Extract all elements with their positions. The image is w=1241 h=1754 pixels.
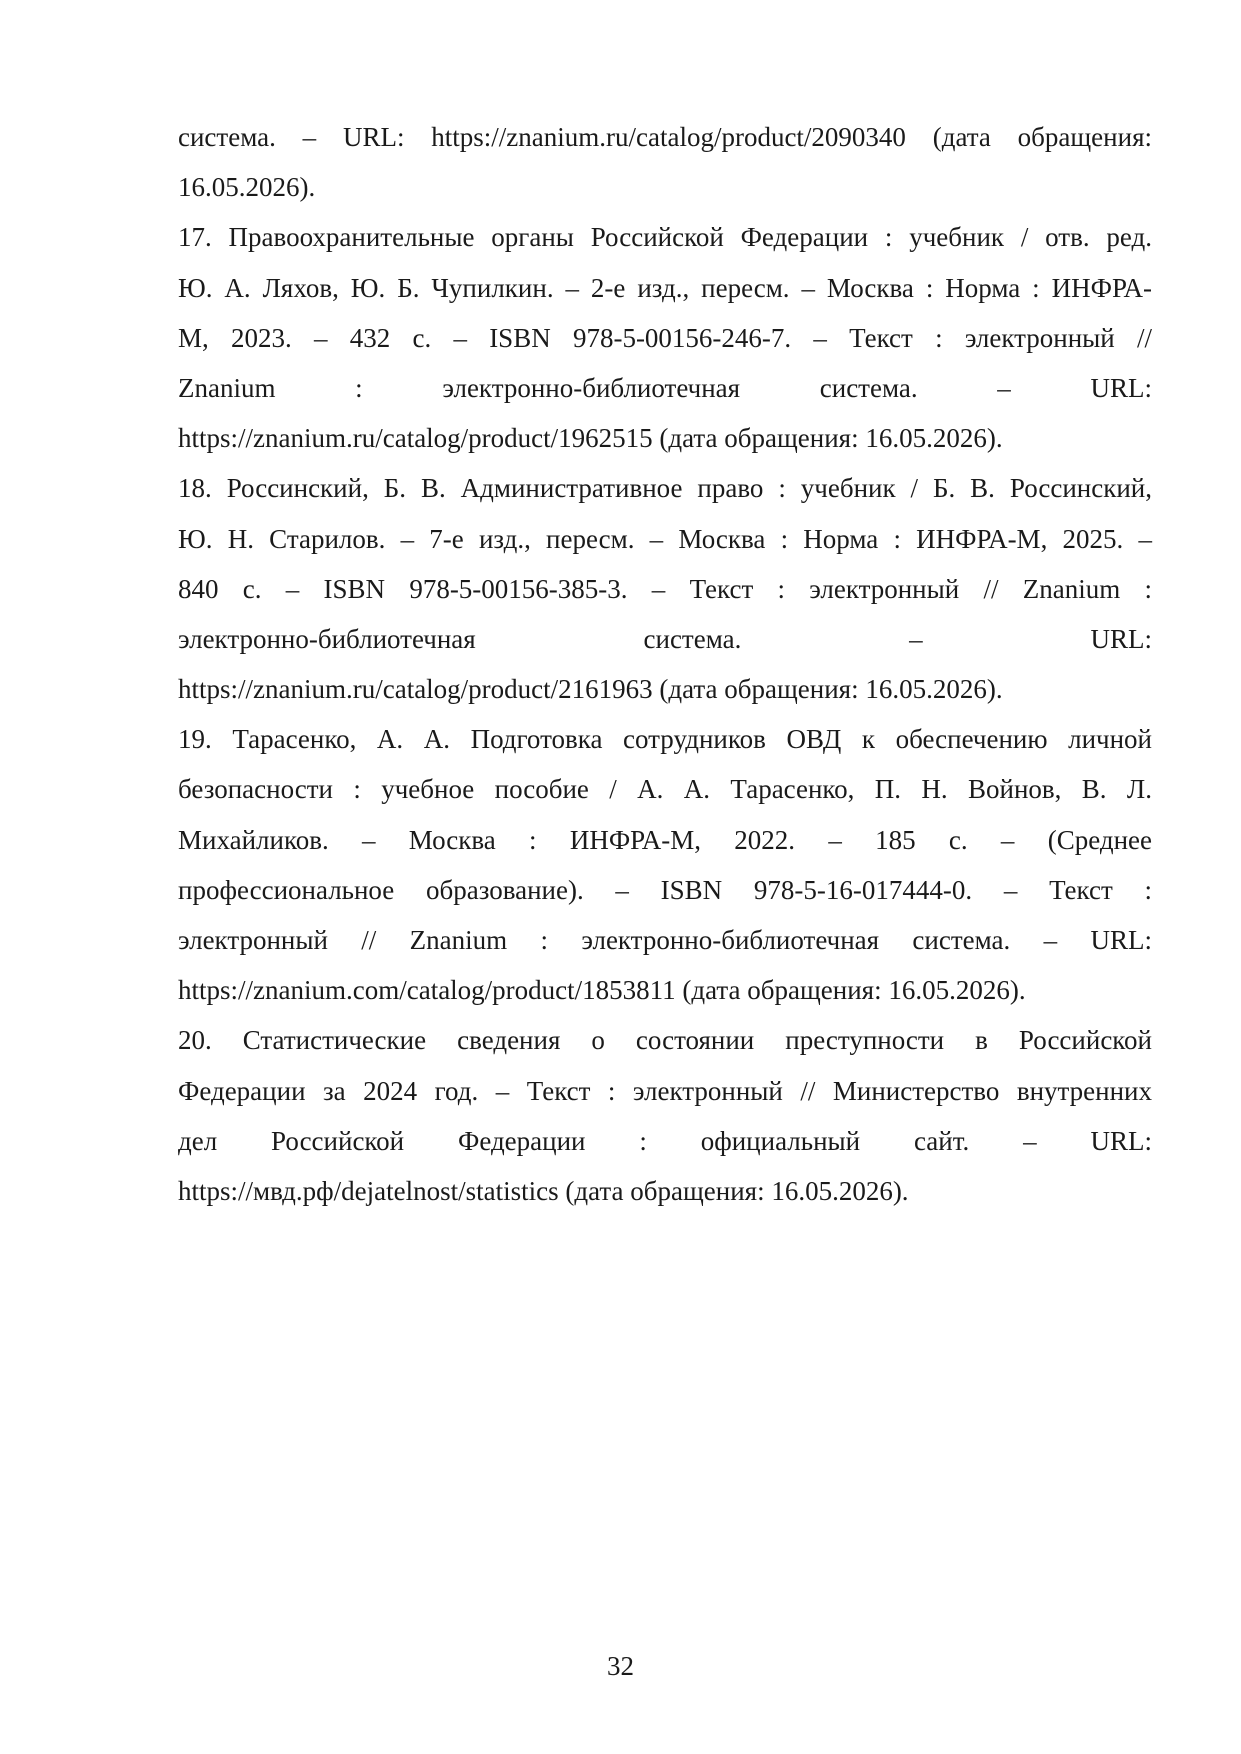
text-line: 17. Правоохранительные органы Российской Федерации : учебник / отв. ред. — [178, 222, 1152, 253]
text-line: https://znanium.ru/catalog/product/1962515 (дата обращения: 16.05.2026). — [178, 423, 1003, 454]
text-line: профессиональное образование). – ISBN 978-5-16-017444-0. – Текст : — [178, 874, 1152, 905]
text-line: М, 2023. – 432 с. – ISBN 978-5-00156-246-7. – Текст : электронный // — [178, 322, 1152, 353]
text-line: Znanium : электронно-библиотечная система. – URL: — [178, 372, 1152, 403]
text-line: https://znanium.com/catalog/product/1853811 (дата обращения: 16.05.2026). — [178, 975, 1026, 1006]
text-line: 18. Россинский, Б. В. Административное право : учебник / Б. В. Россинский, — [178, 473, 1152, 504]
text-line: электронный // Znanium : электронно-библиотечная система. – URL: — [178, 925, 1152, 955]
text-line: электронно-библиотечная система. – URL: — [178, 623, 1152, 654]
text-line: Михайликов. – Москва : ИНФРА-М, 2022. – 185 с. – (Среднее — [178, 824, 1152, 855]
text-line: 19. Тарасенко, А. А. Подготовка сотрудников ОВД к обеспечению личной — [178, 724, 1152, 755]
text-line: дел Российской Федерации : официальный сайт. – URL: — [178, 1125, 1152, 1156]
text-line: 840 с. – ISBN 978-5-00156-385-3. – Текст : электронный // Znanium : — [178, 573, 1152, 604]
text-line: https://мвд.рф/dejatelnost/statistics (дата обращения: 16.05.2026). — [178, 1175, 909, 1206]
bibliography-list — [178, 112, 1152, 1216]
text-line: https://znanium.ru/catalog/product/2161963 (дата обращения: 16.05.2026). — [178, 674, 1003, 705]
text-line: Федерации за 2024 год. – Текст : электронный // Министерство внутренних — [178, 1075, 1152, 1106]
text-line: безопасности : учебное пособие / А. А. Тарасенко, П. Н. Войнов, В. Л. — [178, 774, 1152, 805]
text-line: 16.05.2026). — [178, 172, 316, 203]
page-number: 32 — [607, 1651, 634, 1681]
text-line: Ю. А. Ляхов, Ю. Б. Чупилкин. – 2-е изд., пересм. – Москва : Норма : ИНФРА- — [178, 272, 1152, 303]
text-line: 20. Статистические сведения о состоянии преступности в Российской — [178, 1025, 1152, 1056]
text-line: система. – URL: https://znanium.ru/catalog/product/2090340 (дата обращения: — [178, 122, 1152, 152]
text-line: Ю. Н. Старилов. – 7-е изд., пересм. – Москва : Норма : ИНФРА-М, 2025. – — [178, 523, 1152, 554]
